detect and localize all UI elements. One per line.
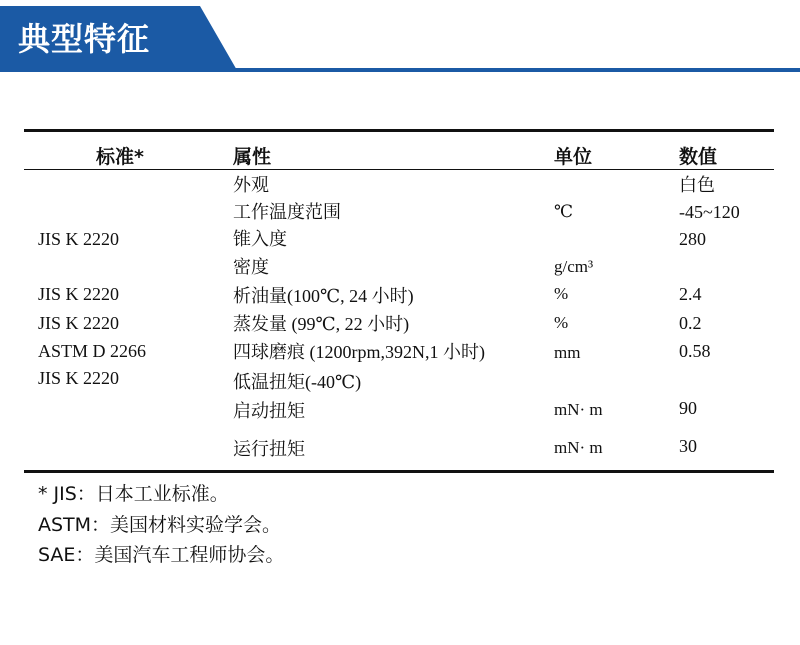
row-property: 密度 — [233, 257, 269, 277]
row-unit: g/cm³ — [554, 257, 594, 276]
footnote-jis: * JIS：日本工业标准。 — [38, 483, 229, 505]
row-property: 蒸发量 (99℃, 22 小时) — [233, 314, 410, 334]
column-header-standard: 标准* — [96, 146, 144, 168]
row-property: 工作温度范围 — [233, 202, 341, 222]
row-value: 0.2 — [679, 313, 702, 333]
column-header-property: 属性 — [233, 146, 272, 168]
row-property: 四球磨痕 (1200rpm,392N,1 小时) — [233, 342, 485, 362]
row-unit: % — [554, 313, 569, 332]
row-value: 0.58 — [679, 341, 711, 361]
row-value: 2.4 — [679, 284, 702, 304]
row-value: 30 — [679, 436, 697, 456]
table-header-rule — [24, 169, 774, 170]
row-unit: ℃ — [554, 202, 574, 221]
row-unit: % — [554, 284, 569, 303]
footnote-astm: ASTM：美国材料实验学会。 — [38, 514, 282, 536]
row-standard: JIS K 2220 — [38, 368, 120, 388]
row-unit: mm — [554, 343, 581, 362]
row-property: 外观 — [233, 175, 269, 195]
column-header-unit: 单位 — [554, 146, 593, 168]
row-standard: JIS K 2220 — [38, 229, 120, 249]
row-standard: JIS K 2220 — [38, 284, 120, 304]
row-value: -45~120 — [679, 202, 740, 222]
row-standard: ASTM D 2266 — [38, 341, 147, 361]
row-property: 启动扭矩 — [233, 401, 305, 421]
column-header-value: 数值 — [679, 146, 718, 168]
row-unit: mN· m — [554, 438, 603, 457]
footnote-sae: SAE：美国汽车工程师协会。 — [38, 544, 285, 566]
row-unit: mN· m — [554, 400, 603, 419]
row-property: 低温扭矩(-40℃) — [233, 372, 362, 392]
row-property: 析油量(100℃, 24 小时) — [233, 286, 414, 306]
row-value: 白色 — [679, 175, 715, 195]
row-value: 90 — [679, 398, 697, 418]
title-underline — [0, 68, 800, 72]
row-property: 锥入度 — [233, 229, 287, 249]
table-top-rule — [24, 129, 774, 132]
table-bottom-rule — [24, 470, 774, 473]
page-title: 典型特征 — [18, 20, 151, 58]
row-value: 280 — [679, 229, 706, 249]
row-property: 运行扭矩 — [233, 439, 305, 459]
row-standard: JIS K 2220 — [38, 313, 120, 333]
